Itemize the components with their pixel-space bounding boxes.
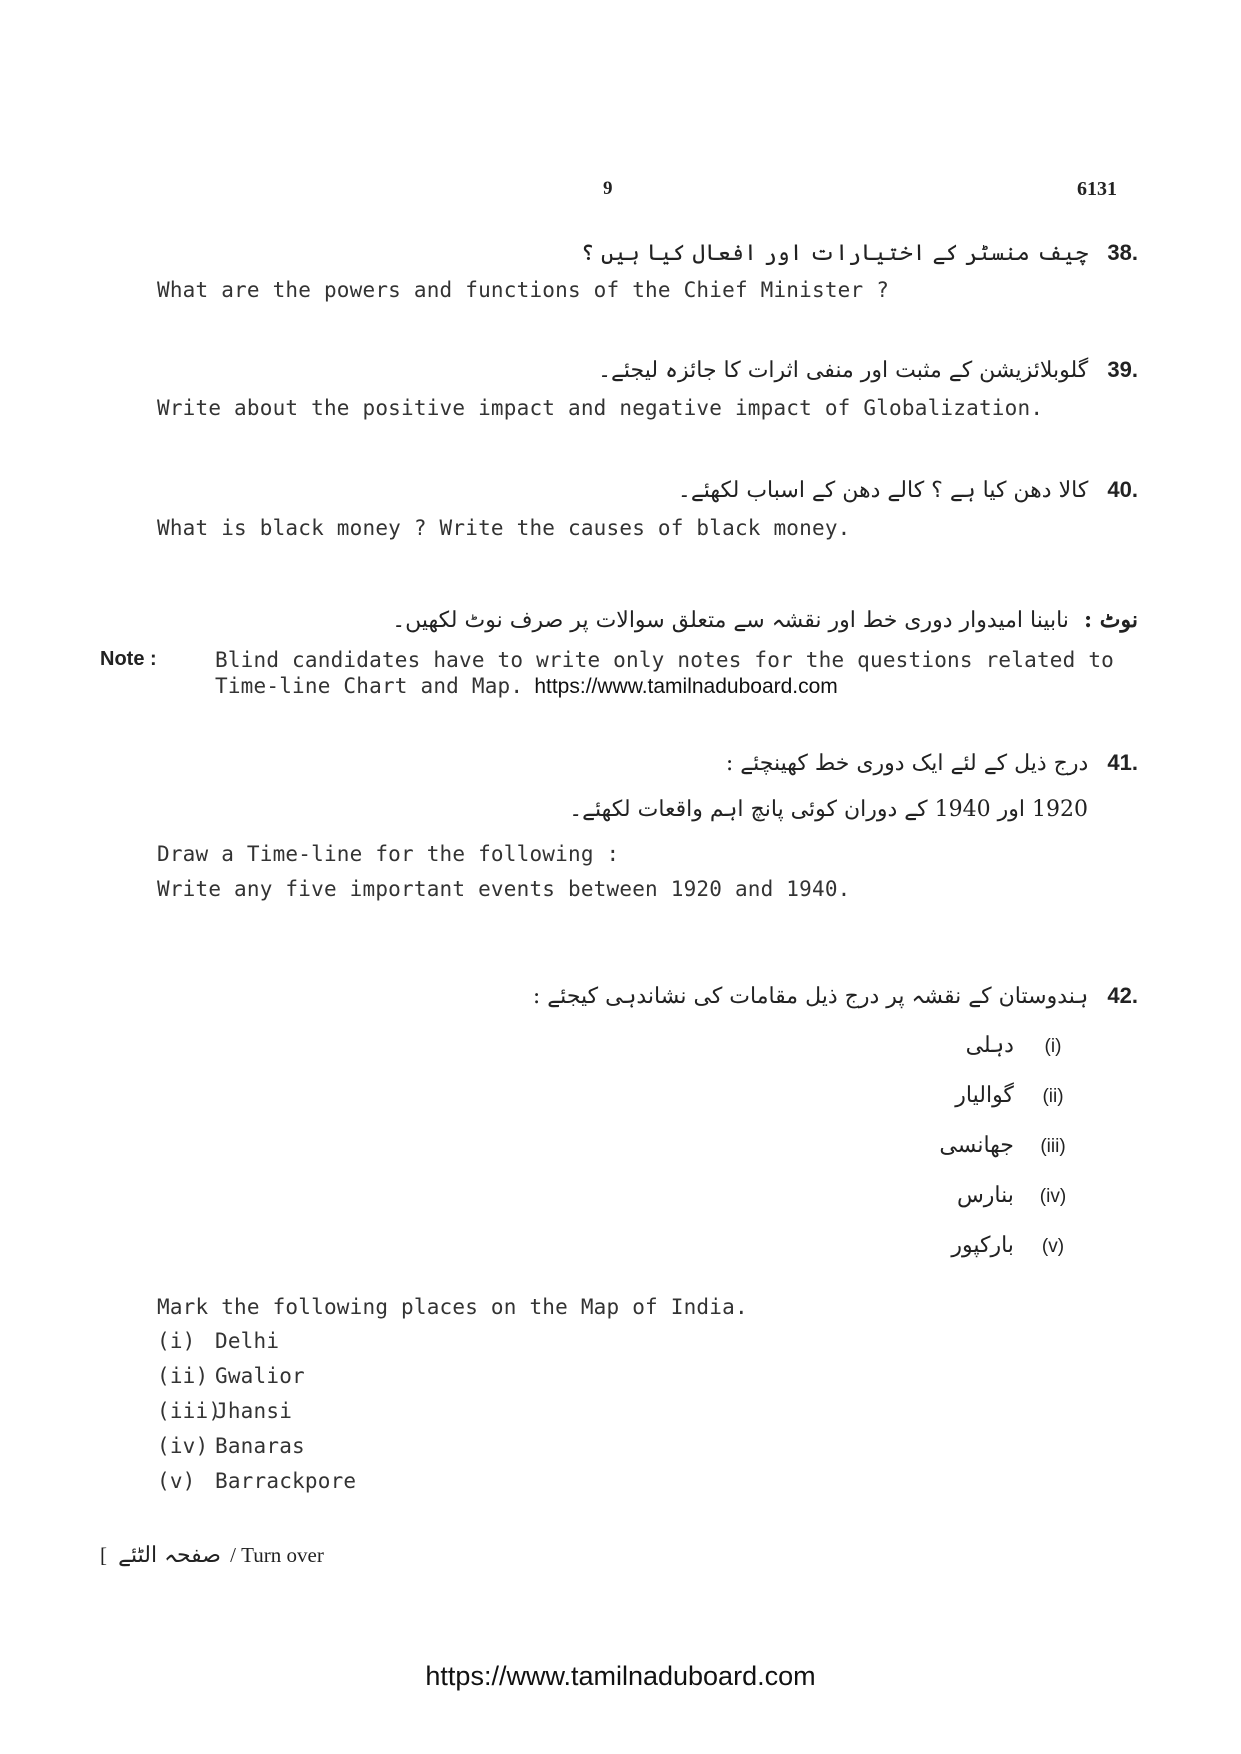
question-41-english-2: Write any five important events between 1920 and 1940. [157, 877, 851, 901]
place-name: Barrackpore [215, 1469, 357, 1493]
question-number: .39 [1107, 357, 1138, 382]
question-number: .42 [1107, 983, 1138, 1008]
footer-url-link[interactable]: https://www.tamilnaduboard.com [425, 1661, 816, 1691]
urdu-place-name: بنارس [956, 1183, 1014, 1208]
urdu-place-name: گوالیار [955, 1083, 1014, 1108]
note-line-1: Blind candidates have to write only notes for the questions related to [215, 648, 1115, 672]
note-urdu-text: نابینا امیدوار دوری خط اور نقشہ سے متعلق سوالات پر صرف نوٹ لکھیں۔ [392, 608, 1069, 633]
urdu-place-name: جھانسی [939, 1133, 1014, 1158]
urdu-place-item [951, 1233, 1073, 1258]
question-42-english: Mark the following places on the Map of India. [157, 1295, 748, 1319]
question-number: .40 [1107, 477, 1138, 502]
question-38-english: What are the powers and functions of the Chief Minister ? [157, 278, 890, 302]
turn-over-bracket: [ [100, 1543, 107, 1567]
urdu-place-number: (iii) [1040, 1136, 1066, 1157]
place-name: Gwalior [215, 1364, 305, 1388]
question-urdu-text: گلوبلائزیشن کے مثبت اور منفی اثرات کا جائزہ لیجئے۔ [598, 358, 1089, 383]
question-41-urdu-line-2: 1920 اور 1940 کے دوران کوئی پانچ اہم واقعات لکھئے۔ [569, 797, 1088, 822]
urdu-place-name: بارکپور [951, 1233, 1014, 1258]
question-urdu-text: درج ذیل کے لئے ایک دوری خط کھینچئے : [725, 751, 1089, 776]
place-item [157, 1399, 292, 1423]
question-urdu-text: ہندوستان کے نقشہ پر درج ذیل مقامات کی نشاندہی کیجئے : [532, 984, 1089, 1009]
turn-over-urdu: صفحہ الٹئے [118, 1543, 221, 1568]
urdu-place-item [955, 1083, 1073, 1108]
urdu-place-number: (ii) [1042, 1086, 1064, 1107]
place-item [157, 1434, 305, 1458]
place-number: (ii) [157, 1364, 209, 1388]
note-line-2-row [215, 674, 838, 699]
question-38-urdu-row [581, 240, 1138, 266]
place-item [157, 1329, 279, 1353]
note-urdu-row [392, 607, 1138, 633]
urdu-place-number: (i) [1044, 1036, 1062, 1057]
urdu-place-name: دہلی [965, 1033, 1014, 1058]
place-number: (iii) [157, 1399, 222, 1423]
question-urdu-text: کالا دھن کیا ہے ؟ کالے دھن کے اسباب لکھئے۔ [677, 478, 1089, 503]
question-40-urdu-row [678, 477, 1138, 503]
urdu-place-item [966, 1033, 1073, 1058]
place-number: (v) [157, 1469, 196, 1493]
question-41-english-1: Draw a Time-line for the following : [157, 842, 620, 866]
question-40-english: What is black money ? Write the causes of black money. [157, 516, 851, 540]
question-number: .38 [1107, 240, 1138, 265]
place-name: Delhi [215, 1329, 280, 1353]
question-39-urdu-row [598, 357, 1138, 383]
place-item [157, 1469, 356, 1493]
place-number: (iv) [157, 1434, 209, 1458]
note-urdu-label: نوٹ : [1084, 607, 1138, 633]
turn-over [100, 1543, 324, 1568]
question-number: .41 [1107, 750, 1138, 775]
note-url-link[interactable]: https://www.tamilnaduboard.com [534, 675, 838, 698]
question-39-english: Write about the positive impact and negative impact of Globalization. [157, 396, 1044, 420]
urdu-place-item [939, 1133, 1073, 1158]
urdu-place-item [957, 1183, 1073, 1208]
place-name: Jhansi [215, 1399, 293, 1423]
urdu-place-number: (iv) [1039, 1186, 1067, 1207]
place-item [157, 1364, 305, 1388]
note-line-2: Time-line Chart and Map. [215, 674, 524, 698]
note-label: Note : [100, 648, 157, 670]
urdu-place-number: (v) [1041, 1236, 1065, 1257]
page-number: 9 [603, 178, 613, 199]
question-42-urdu-row [533, 983, 1138, 1009]
place-name: Banaras [215, 1434, 305, 1458]
place-number: (i) [157, 1329, 196, 1353]
paper-code: 6131 [1077, 178, 1117, 200]
question-41-urdu-row [726, 750, 1138, 776]
turn-over-label: / Turn over [230, 1543, 324, 1567]
question-urdu-text: چیف منسٹر کے اختیارات اور افعال کیا ہیں ؟ [581, 241, 1089, 266]
